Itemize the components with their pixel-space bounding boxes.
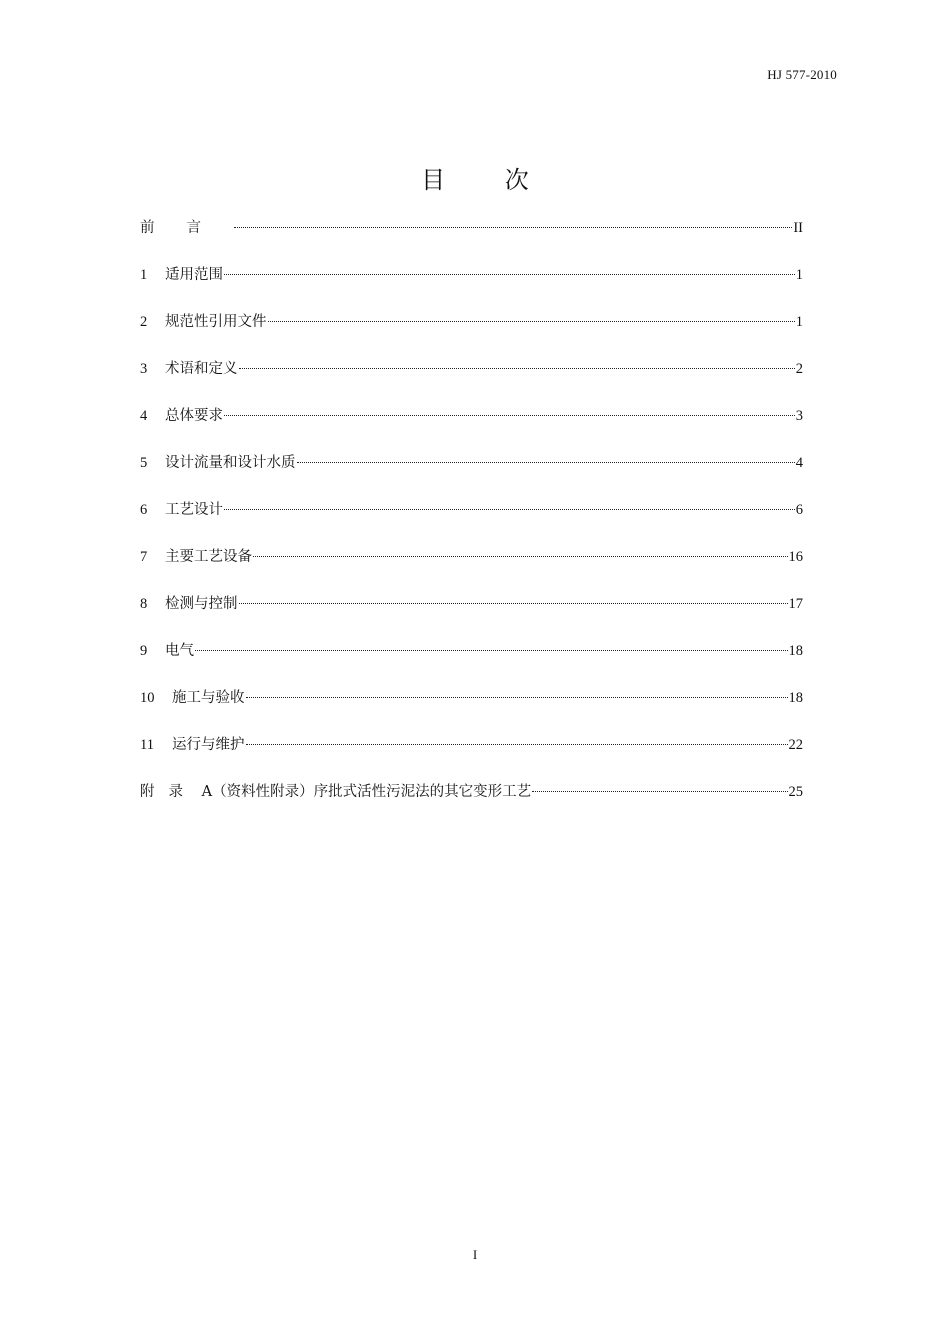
table-of-contents (140, 215, 803, 826)
toc-entry-label: 工艺设计 (165, 502, 223, 518)
toc-entry-page: 1 (795, 267, 803, 283)
dot-leader (297, 462, 795, 463)
toc-entry-appendix-a[interactable] (140, 779, 803, 826)
toc-entry-label: 前言 (140, 220, 233, 236)
toc-entry-9[interactable] (140, 638, 803, 685)
toc-entry-page: 6 (795, 502, 803, 518)
toc-entry-label: 规范性引用文件 (165, 314, 267, 330)
toc-entry-number: 4 (140, 408, 148, 424)
toc-entry-number: 7 (140, 549, 148, 565)
toc-entry-number: 3 (140, 361, 148, 377)
dot-leader (532, 791, 787, 792)
toc-entry-page: II (793, 220, 803, 236)
toc-entry-page: 17 (788, 596, 803, 612)
dot-leader (246, 697, 788, 698)
toc-entry-label: 电气 (165, 643, 194, 659)
toc-entry-foreword[interactable] (140, 215, 803, 262)
dot-leader (253, 556, 788, 557)
toc-entry-label: 设计流量和设计水质 (165, 455, 296, 471)
dot-leader (234, 227, 792, 228)
toc-entry-page: 25 (788, 784, 803, 800)
toc-entry-number: 1 (140, 267, 148, 283)
toc-entry-page: 3 (795, 408, 803, 424)
toc-entry-number: 5 (140, 455, 148, 471)
dot-leader (224, 274, 795, 275)
toc-entry-label: 适用范围 (165, 267, 223, 283)
toc-entry-page: 2 (795, 361, 803, 377)
toc-entry-page: 18 (788, 643, 803, 659)
toc-entry-number: 9 (140, 643, 148, 659)
toc-entry-label: 施工与验收 (172, 690, 245, 706)
toc-entry-number: 2 (140, 314, 148, 330)
toc-entry-label: A（资料性附录）序批式活性污泥法的其它变形工艺 (201, 784, 532, 800)
toc-entry-6[interactable] (140, 497, 803, 544)
toc-entry-11[interactable] (140, 732, 803, 779)
toc-entry-label-group (140, 779, 531, 805)
toc-entry-label: 检测与控制 (165, 596, 238, 612)
dot-leader (246, 744, 788, 745)
dot-leader (224, 415, 795, 416)
dot-leader (239, 603, 788, 604)
toc-entry-page: 22 (788, 737, 803, 753)
dot-leader (268, 321, 795, 322)
toc-entry-4[interactable] (140, 403, 803, 450)
toc-entry-label: 术语和定义 (165, 361, 238, 377)
toc-entry-number: 8 (140, 596, 148, 612)
toc-entry-1[interactable] (140, 262, 803, 309)
toc-entry-label: 运行与维护 (172, 737, 245, 753)
toc-entry-label: 总体要求 (165, 408, 223, 424)
dot-leader (224, 509, 795, 510)
toc-entry-2[interactable] (140, 309, 803, 356)
dot-leader (239, 368, 795, 369)
page-number: I (472, 1247, 478, 1262)
toc-entry-page: 4 (795, 455, 803, 471)
toc-entry-7[interactable] (140, 544, 803, 591)
toc-entry-number: 6 (140, 502, 148, 518)
toc-entry-number: 11 (140, 737, 154, 753)
toc-entry-3[interactable] (140, 356, 803, 403)
toc-entry-page: 18 (788, 690, 803, 706)
appendix-prefix: 附录 (140, 784, 197, 800)
toc-entry-8[interactable] (140, 591, 803, 638)
standard-code: HJ 577-2010 (767, 67, 837, 82)
toc-entry-page: 1 (795, 314, 803, 330)
toc-entry-label: 主要工艺设备 (165, 549, 252, 565)
toc-entry-5[interactable] (140, 450, 803, 497)
toc-entry-10[interactable] (140, 685, 803, 732)
page-title: 目 次 (421, 166, 555, 194)
dot-leader (195, 650, 788, 651)
toc-entry-number: 10 (140, 690, 155, 706)
toc-entry-page: 16 (788, 549, 803, 565)
